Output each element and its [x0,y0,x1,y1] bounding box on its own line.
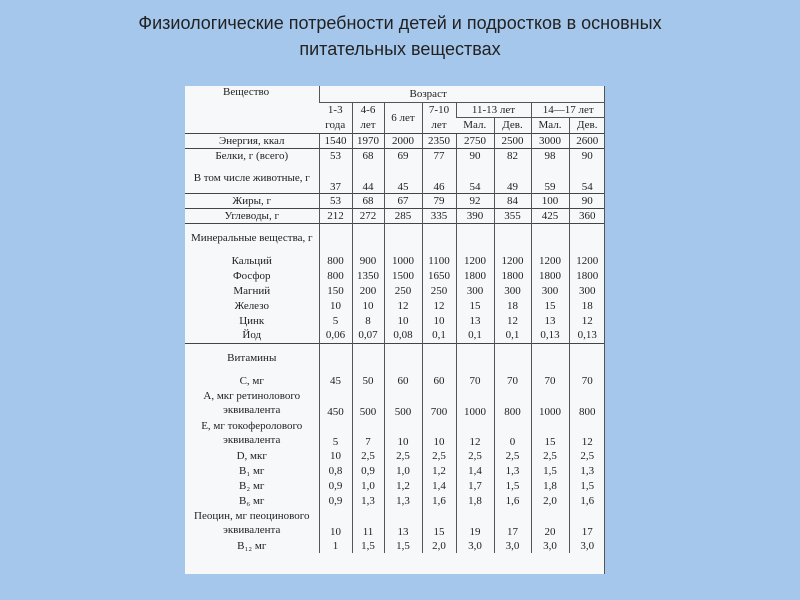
table-row [185,343,605,373]
value-cell: 150 [319,283,352,298]
row-label: В том числе животные, г [193,171,310,184]
row-label: А, мкг ретинолового эквивалента [203,390,301,416]
value-cell [384,343,422,373]
value-cell: 285 [384,208,422,223]
row-label: В₂ мг [239,479,265,492]
value-cell: 12 [456,418,494,448]
value-cell: 1800 [494,268,531,283]
value-cell: 3,0 [569,538,605,553]
value-cell: 500 [352,388,384,418]
table-row [185,388,605,418]
row-label: Жиры, г [185,193,319,208]
value-cell: 49 [494,163,531,193]
row-label: Углеводы, г [185,208,319,223]
value-cell: 10 [319,448,352,463]
table-row [185,193,605,208]
value-cell: 1100 [422,253,456,268]
value-cell: 1,5 [494,478,531,493]
row-label: С, мг [239,374,264,387]
value-cell: 2750 [456,133,494,148]
value-cell: 12 [384,298,422,313]
table-row [185,448,605,463]
value-cell: 50 [352,373,384,388]
row-label: В₁ мг [239,464,265,477]
value-cell [456,343,494,373]
value-cell: 3,0 [494,538,531,553]
value-cell: 10 [384,418,422,448]
value-cell: 82 [494,148,531,163]
value-cell [456,223,494,253]
value-cell: 200 [352,283,384,298]
slide-title [0,10,800,62]
value-cell [422,223,456,253]
value-cell: 15 [531,418,569,448]
value-cell: 70 [494,373,531,388]
value-cell: 0,1 [456,328,494,343]
value-cell: 1,7 [456,478,494,493]
value-cell: 2600 [569,133,605,148]
row-label: Витамины [185,343,319,373]
value-cell: 46 [422,163,456,193]
value-cell: 800 [319,268,352,283]
value-cell: 3,0 [456,538,494,553]
value-cell: 0,06 [319,328,352,343]
table-row [185,133,605,148]
value-cell: 1200 [494,253,531,268]
value-cell: 18 [494,298,531,313]
value-cell: 272 [352,208,384,223]
value-cell: 5 [319,418,352,448]
value-cell: 1,5 [384,538,422,553]
value-cell: 7 [352,418,384,448]
table-row [185,268,605,283]
value-cell: 2,5 [352,448,384,463]
header-age-group: 7-10 лет [422,102,456,133]
row-label: Йод [242,329,262,342]
value-cell: 0,08 [384,328,422,343]
value-cell: 2,5 [569,448,605,463]
value-cell: 68 [352,148,384,163]
value-cell: 1970 [352,133,384,148]
table-row [185,538,605,553]
value-cell: 1,3 [494,463,531,478]
value-cell: 10 [422,313,456,328]
value-cell [531,223,569,253]
value-cell: 1800 [569,268,605,283]
value-cell: 2,5 [422,448,456,463]
table-row [185,163,605,193]
value-cell: 250 [422,283,456,298]
row-label: Е, мг токоферолового эквивалента [201,420,303,446]
value-cell: 1,6 [494,493,531,508]
header-sex-male: Мал. [456,118,494,134]
table-row [185,298,605,313]
value-cell: 2,5 [384,448,422,463]
value-cell: 2,0 [422,538,456,553]
value-cell: 300 [531,283,569,298]
value-cell [352,223,384,253]
value-cell: 37 [319,163,352,193]
value-cell: 250 [384,283,422,298]
value-cell: 0,9 [352,463,384,478]
value-cell: 1,6 [569,493,605,508]
value-cell: 18 [569,298,605,313]
value-cell: 2,5 [531,448,569,463]
value-cell [569,343,605,373]
value-cell: 1200 [531,253,569,268]
value-cell: 0,07 [352,328,384,343]
value-cell: 300 [456,283,494,298]
value-cell: 1 [319,538,352,553]
header-sex-female: Дев. [494,118,531,134]
value-cell: 10 [422,418,456,448]
table-row [185,463,605,478]
header-sex-female: Дев. [569,118,605,134]
value-cell: 1,4 [422,478,456,493]
value-cell: 19 [456,508,494,538]
value-cell: 1540 [319,133,352,148]
value-cell: 335 [422,208,456,223]
value-cell: 500 [384,388,422,418]
value-cell: 2,5 [456,448,494,463]
value-cell: 20 [531,508,569,538]
value-cell: 1,2 [384,478,422,493]
header-age-group: 1-3 года [319,102,352,133]
value-cell: 0,8 [319,463,352,478]
table-frame-right [604,86,605,574]
value-cell: 1,8 [456,493,494,508]
value-cell: 1,5 [569,478,605,493]
header-sex-male: Мал. [531,118,569,134]
row-label: D, мкг [236,449,267,462]
value-cell: 212 [319,208,352,223]
value-cell: 1200 [456,253,494,268]
value-cell: 8 [352,313,384,328]
value-cell: 13 [456,313,494,328]
value-cell: 68 [352,193,384,208]
value-cell: 1800 [456,268,494,283]
value-cell: 53 [319,193,352,208]
value-cell: 1000 [384,253,422,268]
value-cell: 1,0 [352,478,384,493]
value-cell: 360 [569,208,605,223]
scanned-table-image [185,86,605,574]
value-cell: 800 [569,388,605,418]
value-cell: 800 [319,253,352,268]
value-cell: 90 [456,148,494,163]
value-cell: 13 [384,508,422,538]
value-cell: 70 [531,373,569,388]
value-cell: 2000 [384,133,422,148]
value-cell: 1800 [531,268,569,283]
value-cell: 800 [494,388,531,418]
value-cell: 59 [531,163,569,193]
value-cell: 0,13 [531,328,569,343]
table-row [185,373,605,388]
value-cell: 15 [422,508,456,538]
nutrient-table [185,86,605,553]
value-cell: 450 [319,388,352,418]
value-cell: 1,5 [352,538,384,553]
value-cell: 60 [422,373,456,388]
value-cell: 10 [319,298,352,313]
value-cell: 60 [384,373,422,388]
row-label: Белки, г (всего) [185,148,319,163]
value-cell [319,343,352,373]
value-cell: 67 [384,193,422,208]
value-cell: 355 [494,208,531,223]
value-cell: 53 [319,148,352,163]
value-cell: 10 [384,313,422,328]
table-row [185,418,605,448]
value-cell: 90 [569,193,605,208]
value-cell: 15 [531,298,569,313]
value-cell: 12 [569,313,605,328]
value-cell: 1000 [531,388,569,418]
value-cell: 69 [384,148,422,163]
header-age-group: 4-6 лет [352,102,384,133]
value-cell: 0,1 [494,328,531,343]
slide-title-line1: Физиологические потребности детей и подростков в основных [138,13,662,33]
value-cell: 10 [352,298,384,313]
table-row [185,283,605,298]
value-cell: 1,3 [569,463,605,478]
value-cell [531,343,569,373]
value-cell: 13 [531,313,569,328]
value-cell: 10 [319,508,352,538]
table-row [185,208,605,223]
value-cell: 54 [456,163,494,193]
value-cell: 44 [352,163,384,193]
value-cell: 15 [456,298,494,313]
value-cell: 11 [352,508,384,538]
table-row [185,478,605,493]
value-cell [494,343,531,373]
value-cell [352,343,384,373]
value-cell: 12 [422,298,456,313]
value-cell: 3,0 [531,538,569,553]
header-substance: Вещество [223,86,270,98]
value-cell: 2,0 [531,493,569,508]
value-cell: 5 [319,313,352,328]
value-cell [494,223,531,253]
value-cell: 2,5 [494,448,531,463]
header-age-group: 14—17 лет [531,102,605,118]
row-label: Цинк [239,314,265,327]
value-cell: 70 [569,373,605,388]
table-row [185,148,605,163]
header-age-group: 11-13 лет [456,102,531,118]
value-cell: 1650 [422,268,456,283]
table-row [185,313,605,328]
table-row [185,508,605,538]
value-cell: 98 [531,148,569,163]
value-cell: 70 [456,373,494,388]
value-cell: 700 [422,388,456,418]
table-row [185,253,605,268]
value-cell: 1,0 [384,463,422,478]
table-row [185,328,605,343]
row-label: Пеоцин, мг пеоцинового эквивалента [194,510,310,536]
value-cell: 1,5 [531,463,569,478]
value-cell: 54 [569,163,605,193]
table-row [185,223,605,253]
value-cell: 1350 [352,268,384,283]
value-cell: 0,9 [319,493,352,508]
value-cell [384,223,422,253]
value-cell: 12 [494,313,531,328]
value-cell: 1500 [384,268,422,283]
value-cell: 1,6 [422,493,456,508]
value-cell: 17 [494,508,531,538]
value-cell: 79 [422,193,456,208]
value-cell: 1200 [569,253,605,268]
value-cell: 45 [384,163,422,193]
value-cell: 3000 [531,133,569,148]
value-cell: 2500 [494,133,531,148]
value-cell: 1000 [456,388,494,418]
row-label: Магний [233,284,271,297]
slide-title-line2: питательных веществах [299,39,501,59]
row-label: Минеральные вещества, г [185,223,319,253]
row-label: Фосфор [232,269,271,282]
header-age-group: 6 лет [384,102,422,133]
row-label: Кальций [231,254,272,267]
value-cell: 90 [569,148,605,163]
row-label: В₁₂ мг [237,539,267,552]
value-cell: 425 [531,208,569,223]
value-cell: 1,8 [531,478,569,493]
value-cell: 77 [422,148,456,163]
value-cell: 1,3 [352,493,384,508]
value-cell: 0,1 [422,328,456,343]
value-cell: 0,9 [319,478,352,493]
table-row [185,493,605,508]
value-cell [319,223,352,253]
value-cell: 0,13 [569,328,605,343]
value-cell: 2350 [422,133,456,148]
value-cell: 300 [494,283,531,298]
value-cell: 92 [456,193,494,208]
value-cell [422,343,456,373]
value-cell: 84 [494,193,531,208]
row-label: В₆ мг [239,494,265,507]
row-label: Энергия, ккал [185,133,319,148]
value-cell [569,223,605,253]
row-label: Железо [234,299,269,312]
value-cell: 390 [456,208,494,223]
value-cell: 1,2 [422,463,456,478]
value-cell: 900 [352,253,384,268]
value-cell: 300 [569,283,605,298]
header-age: Возраст [319,86,605,102]
value-cell: 0 [494,418,531,448]
value-cell: 1,4 [456,463,494,478]
value-cell: 100 [531,193,569,208]
value-cell: 1,3 [384,493,422,508]
value-cell: 45 [319,373,352,388]
value-cell: 12 [569,418,605,448]
value-cell: 17 [569,508,605,538]
